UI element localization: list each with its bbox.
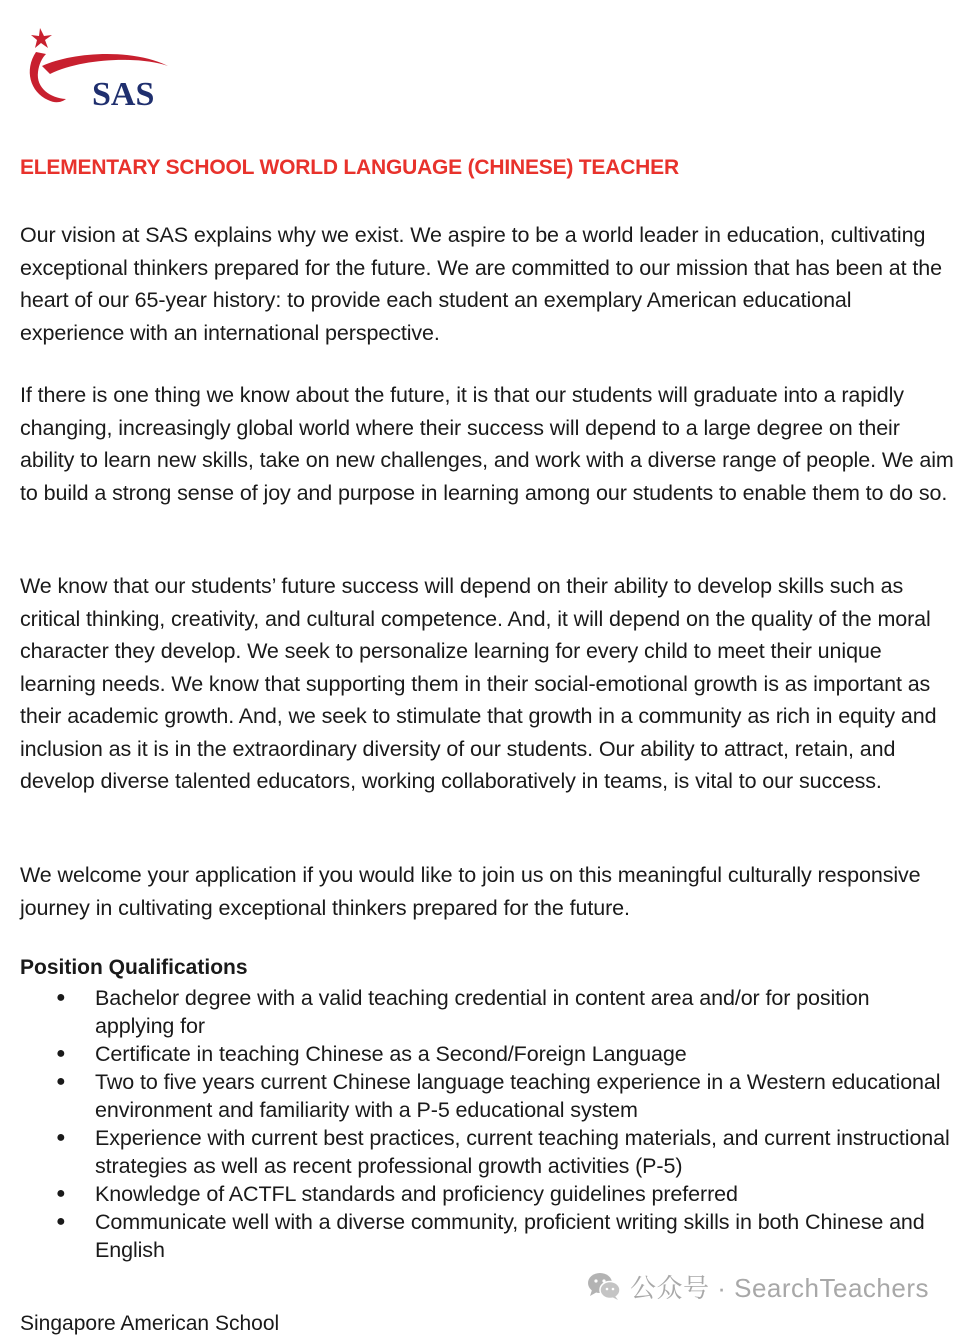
welcome-paragraph: We welcome your application if you would like to join us on this meaningful culturally responsive journey in cultivating exceptional thinkers prepared for the future.	[20, 863, 921, 920]
qualification-text: Knowledge of ACTFL standards and proficiency guidelines preferred	[95, 1182, 738, 1206]
qualification-item	[20, 1124, 950, 1180]
bullet-icon: ●	[56, 1213, 66, 1230]
qualification-item	[20, 1040, 950, 1068]
watermark-text: 公众号 · SearchTeachers	[630, 1272, 929, 1303]
bullet-icon: ●	[56, 1073, 66, 1090]
logo-text: SAS	[92, 76, 155, 112]
qualification-item	[20, 1068, 950, 1124]
success-paragraph: We know that our students’ future success will depend on their ability to develop skills such as critical thinking, creativity, and cultural competence. And, it will depend on the quality of the moral character they develop. We seek to personalize learning for every child to meet their unique learning needs. We know that supporting them in their social-emotional growth is as important as their academic growth. And, we seek to stimulate that growth in a community as rich in equity and inclusion as it is in the extraordinary diversity of our students. Our ability to attract, retain, and develop diverse talented educators, working collaboratively in teams, is vital to our success.	[20, 574, 937, 793]
qualification-item	[20, 984, 950, 1040]
watermark	[586, 1268, 929, 1304]
qualification-text: Certificate in teaching Chinese as a Second/Foreign Language	[95, 1042, 687, 1066]
qualification-text: Experience with current best practices, current teaching materials, and current instructional strategies as well as recent professional growth activities (P-5)	[95, 1126, 950, 1178]
qualification-text: Communicate well with a diverse community, proficient writing skills in both Chinese and English	[95, 1210, 925, 1262]
wechat-icon	[586, 1271, 622, 1301]
future-paragraph: If there is one thing we know about the future, it is that our students will graduate into a rapidly changing, increasingly global world where their success will depend to a large degree on their ability to learn new skills, take on new challenges, and work with a diverse range of people. We aim to build a strong sense of joy and purpose in learning among our students to enable them to do so.	[20, 383, 954, 505]
qualifications-list	[20, 984, 950, 1264]
vision-paragraph: Our vision at SAS explains why we exist. We aspire to be a world leader in education, cultivating exceptional thinkers prepared for the future. We are committed to our mission that has been at the heart of our 65-year history: to provide each student an exemplary American educational experience with an international perspective.	[20, 223, 942, 345]
qualification-item	[20, 1208, 950, 1264]
bullet-icon: ●	[56, 989, 66, 1006]
school-name-text: Singapore American School	[20, 1312, 280, 1335]
job-title: ELEMENTARY SCHOOL WORLD LANGUAGE (CHINESE) TEACHER	[20, 156, 679, 179]
qualifications-heading: Position Qualifications	[20, 956, 248, 979]
qualification-text: Bachelor degree with a valid teaching credential in content area and/or for position applying for	[95, 986, 870, 1038]
sas-logo-mark	[22, 22, 172, 112]
bullet-icon: ●	[56, 1185, 66, 1202]
bullet-icon: ●	[56, 1045, 66, 1062]
qualification-text: Two to five years current Chinese language teaching experience in a Western educational environment and familiarity with a P-5 educational system	[95, 1070, 941, 1122]
qualification-item	[20, 1180, 950, 1208]
bullet-icon: ●	[56, 1129, 66, 1146]
sas-logo	[22, 22, 172, 112]
